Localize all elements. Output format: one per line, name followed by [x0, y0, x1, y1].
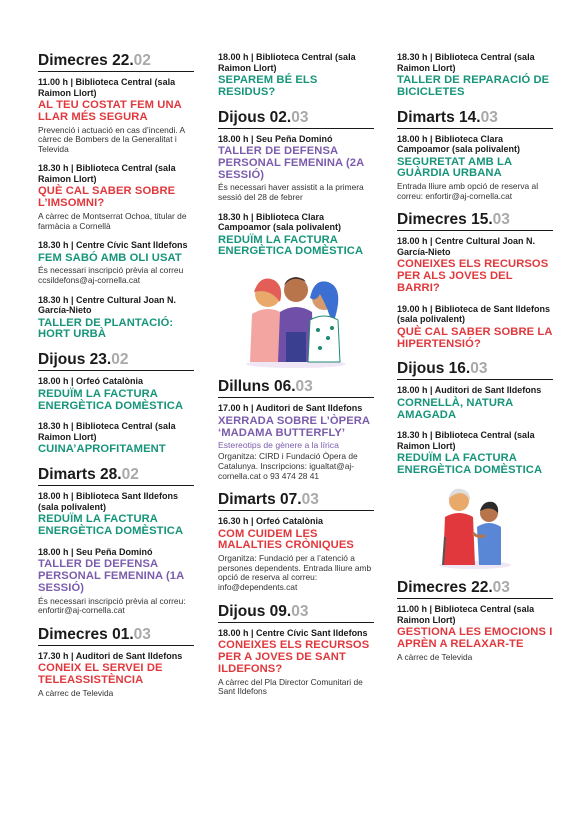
day-heading — [218, 491, 374, 511]
day-heading — [218, 109, 374, 129]
event-title: AL TEU COSTAT FEM UNA LLAR MÉS SEGURA — [38, 99, 182, 123]
event-title: CUINA’APROFITAMENT — [38, 443, 166, 456]
caregiver-elderly-illustration — [437, 487, 513, 569]
event-subtitle: Estereotips de gènere a la lírica — [218, 440, 339, 451]
event-item — [38, 547, 194, 616]
event-title: TALLER DE DEFENSA PERSONAL FEMENINA (1A SESSIÓ) — [38, 558, 184, 594]
day-block — [218, 52, 374, 99]
day-block — [38, 466, 194, 616]
day-heading — [38, 52, 194, 72]
event-place: 18.30 h | Centre Cívic Sant Ildefons — [38, 240, 188, 251]
event-item — [38, 240, 194, 285]
event-place: 11.00 h | Biblioteca Central (sala Raimon Llort) — [38, 77, 176, 98]
day-date: Dijous 16. — [397, 360, 471, 378]
event-place: 18.00 h | Biblioteca Sant Ildefons (sala polivalent) — [38, 491, 179, 512]
day-heading — [38, 626, 194, 646]
event-description: Organitza: Fundació per a l’atenció a persones dependents. Entrada lliure amb opció de reserva al correu: info@dependents.cat — [218, 553, 372, 593]
three-friends-illustration — [240, 268, 352, 368]
day-heading — [218, 603, 374, 623]
day-heading — [397, 211, 553, 231]
day-date: Dimarts 07. — [218, 491, 302, 509]
day-block — [397, 360, 553, 477]
day-month: 03 — [295, 378, 313, 396]
event-description: És necessari haver assistit a la primera sessió del 28 de febrer — [218, 182, 364, 203]
event-description: És necessari inscripció prèvia al correu ccsildefons@aj-cornella.cat — [38, 265, 184, 286]
event-description: A càrrec de Televida — [397, 651, 473, 662]
event-place: 18.00 h | Biblioteca Central (sala Raimon Llort) — [218, 52, 356, 73]
event-item — [38, 163, 194, 231]
event-item — [218, 212, 374, 259]
event-item — [218, 134, 374, 203]
event-description: Organitza: CIRD i Fundació Òpera de Catalunya. Inscripcions: igualtat@aj-cornella.cat o 93 474 28 41 — [218, 451, 358, 481]
day-heading — [218, 378, 374, 398]
day-heading — [397, 109, 553, 129]
event-title: REDUÏM LA FACTURA ENERGÈTICA DOMÈSTICA — [397, 452, 543, 477]
day-heading — [38, 466, 194, 486]
event-title: REDUÏM LA FACTURA ENERGÈTICA DOMÈSTICA — [218, 233, 364, 258]
event-item — [38, 651, 194, 699]
day-month: 03 — [291, 602, 309, 620]
day-month: 03 — [133, 625, 151, 643]
day-date: Dimecres 22. — [38, 52, 134, 69]
event-place: 18.00 h | Orfeó Catalònia — [38, 376, 144, 387]
day-heading — [397, 360, 553, 380]
event-title: SEPAREM BÉ ELS RESIDUS? — [218, 74, 318, 98]
event-title: CONEIXES ELS RECURSOS PER ALS JOVES DEL BARRI? — [397, 258, 549, 294]
event-item — [218, 628, 374, 697]
day-date: Dimarts 28. — [38, 466, 122, 484]
event-place: 18.30 h | Biblioteca Clara Campoamor (sala polivalent) — [218, 211, 342, 233]
day-month: 03 — [301, 491, 319, 509]
event-item — [397, 604, 553, 662]
event-place: 17.00 h | Auditori de Sant Ildefons — [218, 403, 363, 414]
event-title: GESTIONA LES EMOCIONS I APRÈN A RELAXAR-TE — [397, 626, 553, 650]
event-place: 18.00 h | Centre Cultural Joan N. García-Nieto — [397, 236, 536, 257]
event-item — [38, 376, 194, 412]
event-place: 18.00 h | Auditori de Sant Ildefons — [397, 385, 542, 396]
event-item — [397, 236, 553, 294]
day-date: Dijous 02. — [218, 108, 292, 126]
event-title: REDUÏM LA FACTURA ENERGÈTICA DOMÈSTICA — [38, 387, 184, 412]
day-block — [218, 109, 374, 259]
event-title: TALLER DE REPARACIÓ DE BICICLETES — [397, 74, 550, 98]
day-date: Dilluns 06. — [218, 378, 296, 396]
event-title: COM CUIDEM LES MALALTIES CRÒNIQUES — [218, 527, 354, 552]
event-place: 11.00 h | Biblioteca Central (sala Raimon Llort) — [397, 604, 535, 625]
event-item — [218, 516, 374, 592]
event-item — [397, 134, 553, 202]
day-month: 02 — [133, 52, 151, 69]
day-date: Dimecres 15. — [397, 211, 493, 229]
event-description: Entrada lliure amb opció de reserva al correu: enfortir@aj-cornella.cat — [397, 181, 539, 201]
day-block — [397, 52, 553, 99]
event-title: XERRADA SOBRE L’ÒPERA ‘MADAMA BUTTERFLY’ — [218, 414, 370, 439]
day-month: 03 — [480, 108, 498, 126]
event-item — [38, 421, 194, 456]
day-block — [38, 351, 194, 456]
event-place: 18.30 h | Biblioteca Central (sala Raimon Llort) — [397, 52, 535, 73]
day-block — [397, 109, 553, 202]
event-item — [397, 304, 553, 351]
day-month: 03 — [492, 211, 510, 229]
event-place: 18.30 h | Biblioteca Central (sala Raimon Llort) — [38, 421, 176, 442]
event-title: FEM SABÓ AMB OLI USAT — [38, 251, 182, 264]
day-month: 02 — [121, 466, 139, 484]
event-place: 16.30 h | Orfeó Catalònia — [218, 516, 324, 527]
event-description: A càrrec de Televida — [38, 687, 114, 698]
day-block — [38, 52, 194, 341]
event-description: Prevenció i actuació en cas d’incendi. A càrrec de Bombers de la Generalitat i Televida — [38, 124, 185, 154]
event-item — [397, 430, 553, 477]
column-2 — [218, 52, 374, 707]
day-block — [218, 378, 374, 481]
day-block — [218, 491, 374, 592]
event-place: 18.00 h | Seu Peña Dominó — [38, 546, 153, 557]
day-date: Dimecres 22. — [397, 579, 493, 597]
event-title: TALLER DE PLANTACIÓ: HORT URBÀ — [38, 316, 174, 341]
day-block — [397, 579, 553, 662]
day-date: Dimarts 14. — [397, 108, 481, 126]
day-month: 02 — [111, 351, 129, 369]
event-place: 18.00 h | Centre Cívic Sant Ildefons — [218, 627, 368, 638]
event-title: CONEIX EL SERVEI DE TELEASSISTÈNCIA — [38, 662, 163, 687]
event-place: 19.00 h | Biblioteca de Sant Ildefons (sala polivalent) — [397, 303, 551, 325]
day-month: 03 — [470, 360, 488, 378]
event-item — [218, 403, 374, 481]
event-title: CORNELLÀ, NATURA AMAGADA — [397, 396, 513, 421]
event-place: 18.30 h | Biblioteca Central (sala Raimon Llort) — [38, 163, 176, 184]
event-place: 18.30 h | Biblioteca Central (sala Raimon Llort) — [397, 430, 535, 451]
event-title: QUÈ CAL SABER SOBRE LA HIPERTENSIÓ? — [397, 325, 553, 350]
day-block — [397, 211, 553, 350]
event-place: 17.30 h | Auditori de Sant Ildefons — [38, 650, 183, 661]
event-description: A càrrec de Montserrat Ochoa, titular de farmàcia a Cornellà — [38, 210, 187, 231]
day-date: Dimecres 01. — [38, 625, 134, 643]
event-title: REDUÏM LA FACTURA ENERGÈTICA DOMÈSTICA — [38, 513, 184, 537]
day-block — [218, 603, 374, 697]
event-item — [38, 295, 194, 342]
day-date: Dijous 23. — [38, 351, 112, 369]
event-place: 18.00 h | Seu Peña Dominó — [218, 133, 333, 144]
day-month: 03 — [291, 108, 309, 126]
event-item — [397, 385, 553, 421]
event-place: 18.30 h | Centre Cultural Joan N. García-Nieto — [38, 294, 177, 316]
event-description: A càrrec del Pla Director Comunitari de Sant Ildefons — [218, 676, 363, 697]
column-1 — [38, 52, 194, 708]
event-title: QUÈ CAL SABER SOBRE L’IMSOMNI? — [38, 185, 176, 210]
event-title: CONEIXES ELS RECURSOS PER A JOVES DE SANT ILDEFONS? — [218, 639, 370, 675]
event-title: TALLER DE DEFENSA PERSONAL FEMENINA (2A SESSIÓ) — [218, 145, 364, 181]
day-block — [38, 626, 194, 699]
column-3 — [397, 52, 553, 672]
day-date: Dijous 09. — [218, 602, 292, 620]
event-description: És necessari inscripció prèvia al correu: enfortir@aj-cornella.cat — [38, 595, 186, 616]
event-item — [38, 77, 194, 154]
event-item — [218, 52, 374, 99]
day-heading — [38, 351, 194, 371]
event-item — [38, 491, 194, 538]
event-item — [397, 52, 553, 99]
event-place: 18.00 h | Biblioteca Clara Campoamor (sala polivalent) — [397, 133, 521, 155]
event-title: SEGURETAT AMB LA GUÀRDIA URBANA — [397, 155, 512, 180]
day-month: 03 — [492, 579, 510, 597]
day-heading — [397, 579, 553, 599]
